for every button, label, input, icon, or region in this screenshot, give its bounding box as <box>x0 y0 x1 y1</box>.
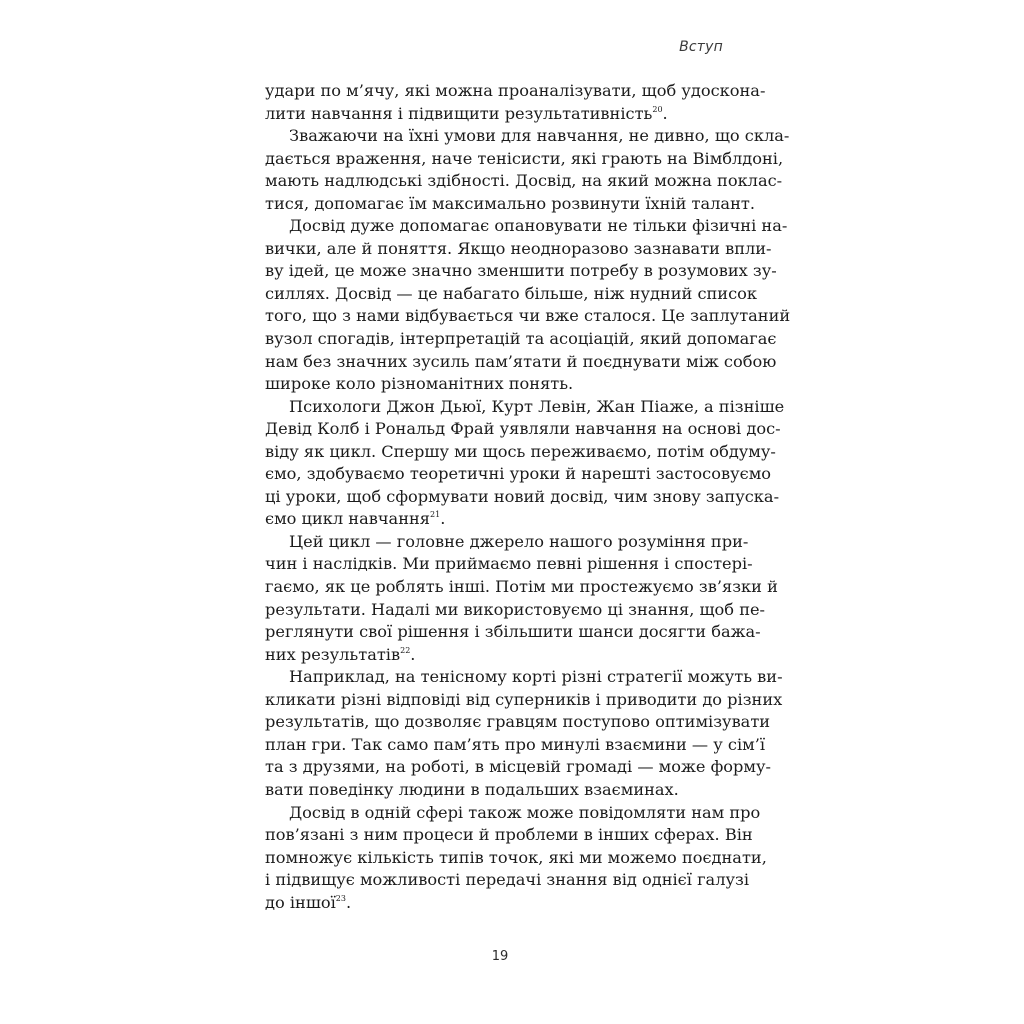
text-line: Досвід дуже допомагає опановувати не тільки фізичні на- <box>289 216 788 236</box>
text-line: мають надлюдські здібності. Досвід, на який можна поклас- <box>265 171 783 191</box>
paragraph <box>265 80 766 125</box>
text-line: Цей цикл — головне джерело нашого розуміння при- <box>289 531 749 551</box>
text-line: тися, допомагає їм максимально розвинути їхній талант. <box>265 193 755 213</box>
text-line: ці уроки, щоб сформувати новий досвід, чим знову запуска- <box>265 486 780 506</box>
body-text <box>265 80 791 914</box>
footnote-marker[interactable]: 23 <box>335 893 346 903</box>
text-line-content: до іншої <box>265 892 336 912</box>
text-line-content: них результатів <box>265 644 401 664</box>
text-line: план гри. Так само пам’ять про минулі взаємини — у сім’ї <box>265 734 766 754</box>
footnote-marker[interactable]: 21 <box>430 510 441 520</box>
text-line: удари по м’ячу, які можна проаналізувати, щоб удоскона- <box>265 81 766 100</box>
running-header: Вступ <box>679 39 723 55</box>
text-line: вузол спогадів, інтерпретацій та асоціацій, який допомагає <box>265 329 777 349</box>
text-line: і підвищує можливості передачі знання від однієї галузі <box>265 870 750 890</box>
text-line <box>265 508 739 531</box>
text-line: кликати різні відповіді від суперників і приводити до різних <box>265 689 783 709</box>
line-tail: . <box>440 509 446 529</box>
text-line-content: лити навчання і підвищити результативність <box>265 103 653 123</box>
text-line: віду як цикл. Спершу ми щось переживаємо, потім обдуму- <box>265 441 776 461</box>
text-line: Психологи Джон Дьюї, Курт Левін, Жан Піаже, а пізніше <box>289 396 785 416</box>
footnote-marker[interactable]: 20 <box>652 104 663 114</box>
text-line: гаємо, як це роблять інші. Потім ми простежуємо зв’язки й <box>265 577 778 597</box>
text-line: силлях. Досвід — це набагато більше, ніж нудний список <box>265 283 758 303</box>
text-line: ву ідей, це може значно зменшити потребу в розумових зу- <box>265 261 777 281</box>
text-line: чин і наслідків. Ми приймаємо певні рішення і спостері- <box>265 554 753 574</box>
text-line <box>265 892 739 915</box>
text-line: помножує кількість типів точок, які ми можемо поєднати, <box>265 847 767 867</box>
text-line: ємо, здобуваємо теоретичні уроки й нарешті застосовуємо <box>265 464 772 484</box>
footnote-marker[interactable]: 22 <box>400 645 411 655</box>
paragraph <box>265 531 778 666</box>
paragraph <box>265 666 783 801</box>
text-line-content: ємо цикл навчання <box>265 509 430 529</box>
text-line: широке коло різноманітних понять. <box>265 374 574 394</box>
text-line: Зважаючи на їхні умови для навчання, не дивно, що скла- <box>289 126 790 146</box>
text-line: та з друзями, на роботі, в місцевій громаді — може форму- <box>265 757 771 777</box>
line-tail: . <box>410 644 416 664</box>
text-line <box>265 103 739 126</box>
text-line: результатів, що дозволяє гравцям поступово оптимізувати <box>265 712 771 732</box>
text-line: Наприклад, на тенісному корті різні стратегії можуть ви- <box>289 667 783 687</box>
text-line: нам без значних зусиль пам’ятати й поєднувати між собою <box>265 351 777 371</box>
text-line: вички, але й поняття. Якщо неодноразово зазнавати впли- <box>265 238 772 258</box>
paragraph <box>265 802 767 915</box>
line-tail: . <box>345 892 352 912</box>
text-line: вати поведінку людини в подальших взаєминах. <box>265 779 679 799</box>
text-line: пов’язані з ним процеси й проблеми в інших сферах. Він <box>265 825 753 845</box>
text-line: реглянути свої рішення і збільшити шанси досягти бажа- <box>265 622 761 642</box>
line-tail: . <box>662 103 668 123</box>
page-number: 19 <box>491 949 509 964</box>
text-line <box>265 644 739 667</box>
text-line: Досвід в одній сфері також може повідомляти нам про <box>289 802 761 822</box>
paragraph <box>265 125 790 215</box>
text-line: Девід Колб і Рональд Фрай уявляли навчання на основі дос- <box>265 419 781 439</box>
paragraph <box>265 396 785 531</box>
text-line: результати. Надалі ми використовуємо ці знання, щоб пе- <box>265 599 766 619</box>
text-line: дається враження, наче тенісисти, які грають на Вімблдоні, <box>265 148 784 168</box>
paragraph <box>265 215 791 395</box>
text-line: того, що з нами відбувається чи вже сталося. Це заплутаний <box>265 306 791 326</box>
